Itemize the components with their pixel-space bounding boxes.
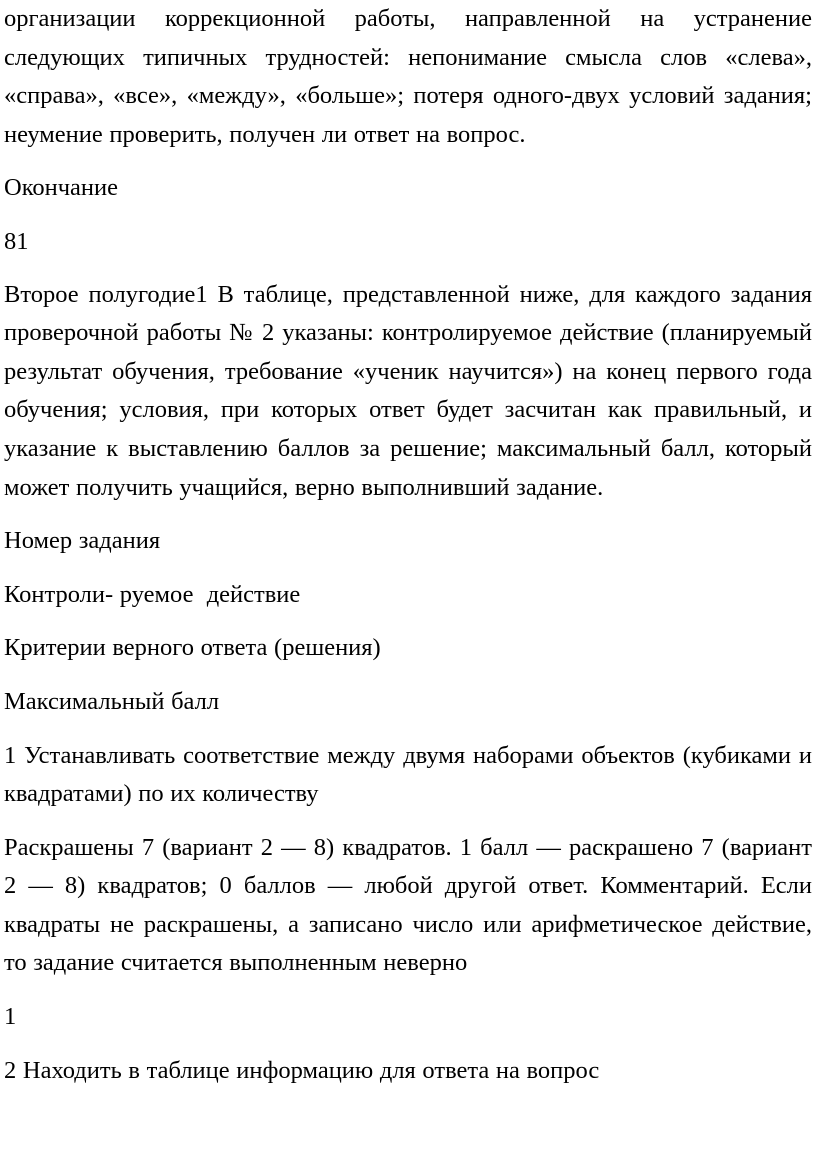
table-header-max-score: Максимальный балл [4,687,220,715]
document-page [4,0,812,1090]
table-header-controlled-action: Контроли- руемое действие [4,580,301,608]
task-1-action: 1 Устанавливать соответствие между двумя наборами объектов (кубиками и квадратами) по их количеству [4,741,812,808]
task-1-criteria: Раскрашены 7 (вариант 2 — 8) квадратов. 1 балл — раскрашено 7 (вариант 2 — 8) квадратов; 0 баллов — любой другой ответ. Комментарий. Если квадраты не раскрашены, а записано число или арифметическое действие, то задание считается выполненным неверно [4,833,812,977]
page-number: 81 [4,227,29,255]
paragraph-ending-label: Окончание [4,174,119,202]
table-header-task-number: Номер задания [4,527,161,555]
task-2-action: 2 Находить в таблице информацию для ответа на вопрос [4,1056,600,1084]
paragraph-intro: организации коррекционной работы, направленной на устранение следующих типичных трудностей: непонимание смысла слов «слева», «справа», «все», «между», «больше»; потеря одного-двух условий задания; неумение проверить, получен ли ответ на вопрос. [4,5,812,148]
paragraph-second-half: Второе полугодие1 В таблице, представленной ниже, для каждого задания проверочной работы № 2 указаны: контролируемое действие (планируемый результат обучения, требование «ученик научится») на конец первого года обучения; условия, при которых ответ будет засчитан как правильный, и указание к выставлению баллов за решение; максимальный балл, который может получить учащийся, верно выполнивший задание. [4,280,812,501]
task-1-max-score: 1 [4,1003,17,1031]
table-header-criteria: Критерии верного ответа (решения) [4,634,381,662]
